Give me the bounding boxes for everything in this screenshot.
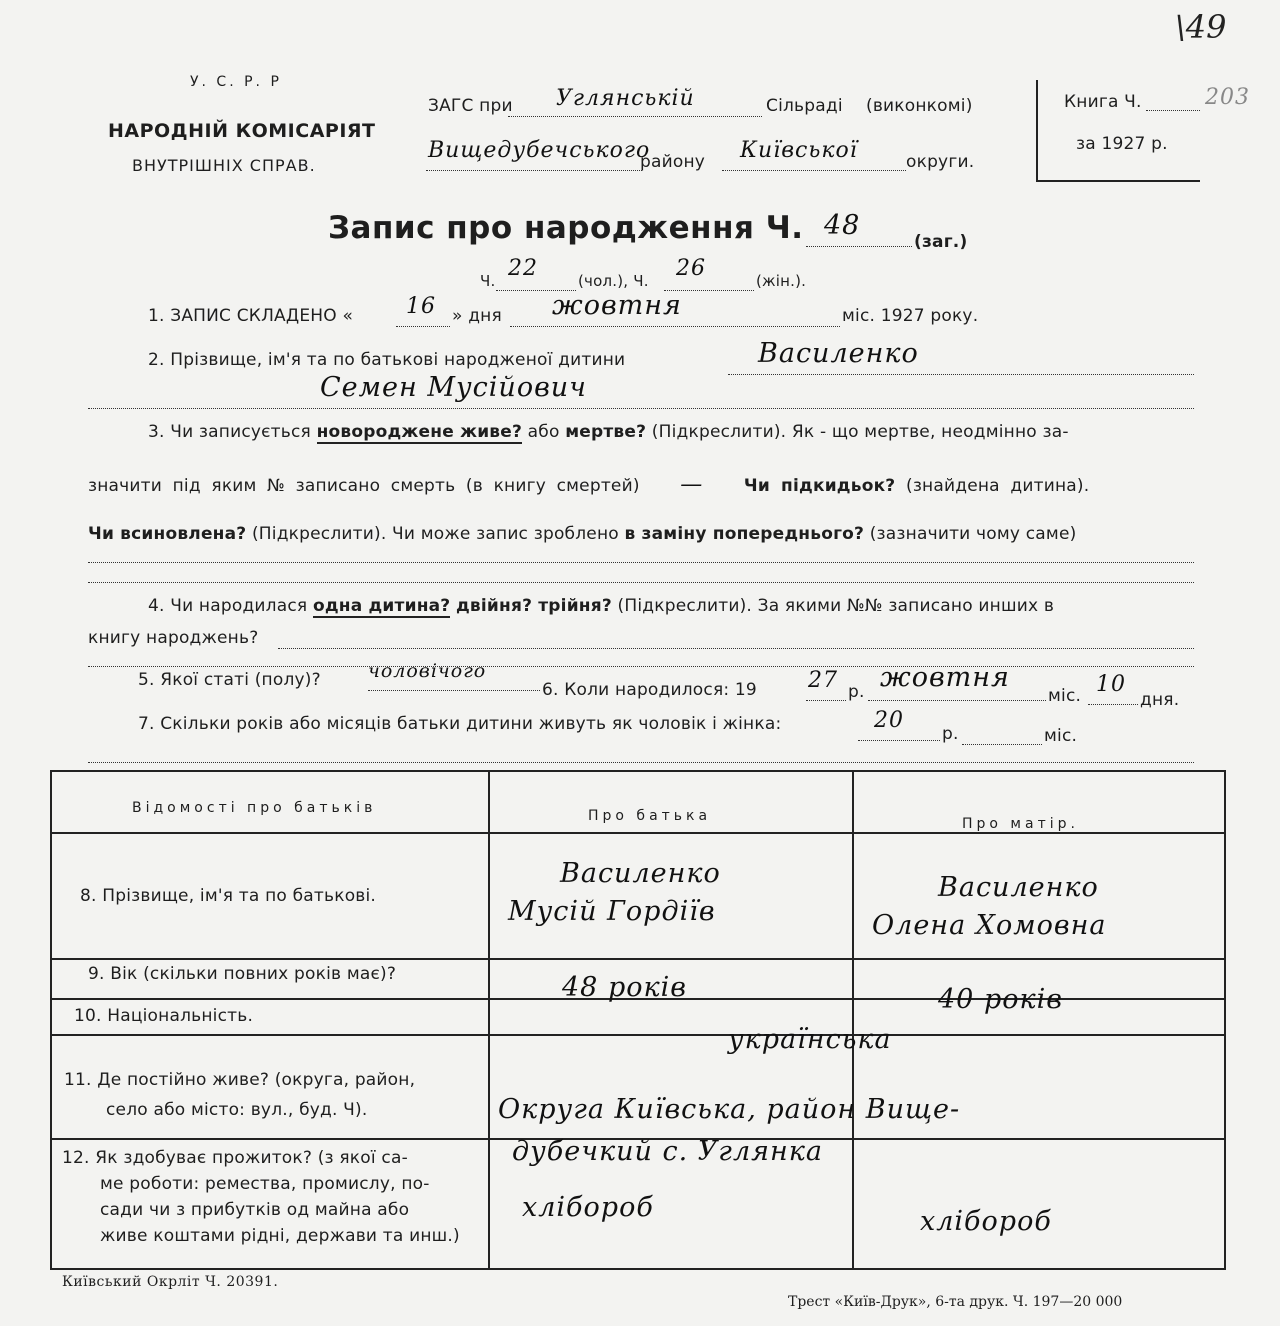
item7-r-label: р. [942, 724, 959, 744]
item1-year-label: міс. 1927 року. [842, 306, 979, 326]
father-occupation-handwritten: хлібороб [522, 1192, 654, 1223]
parents-table [50, 770, 1226, 1270]
mother-age-handwritten: 40 років [938, 984, 1063, 1015]
birth-day-handwritten: 10 [1096, 672, 1126, 697]
item3-reason-note: (зазначити чому саме) [869, 524, 1077, 544]
item1-label: 1. ЗАПИС СКЛАДЕНО « [148, 306, 354, 326]
item3-q-label: 3. Чи записується [148, 422, 311, 442]
row10-label: 10. Національність. [74, 1006, 254, 1026]
nationality-handwritten: українська [728, 1024, 892, 1055]
father-age-handwritten: 48 років [562, 972, 687, 1003]
row12-label-3: сади чи з прибутків од майна або [100, 1200, 410, 1220]
item5-label: 5. Якої статі (полу)? [138, 670, 321, 690]
male-label: (чол.), Ч. [578, 272, 649, 290]
row11-label-2: село або місто: вул., буд. Ч). [106, 1100, 368, 1120]
item4-q-label: 4. Чи народилася [148, 596, 308, 616]
item2-label: 2. Прізвище, ім'я та по батькові народженої дитини [148, 350, 626, 370]
item3-alive-option: новороджене живе? [316, 422, 523, 442]
republic-label: У. С. Р. Р [190, 74, 282, 90]
mother-occupation-handwritten: хлібороб [920, 1206, 1052, 1237]
female-number-handwritten: 26 [676, 256, 706, 281]
row12-label-1: 12. Як здобуває прожиток? (з якої са- [62, 1148, 408, 1168]
item4-single-option: одна дитина? [312, 596, 451, 616]
death-number-handwritten: — [680, 472, 704, 497]
marriage-years-handwritten: 20 [874, 708, 904, 733]
father-surname-handwritten: Василенко [560, 858, 721, 889]
item3-instr: (Підкреслити). Як - що мертве, неодмінно за- [651, 422, 1069, 442]
male-number-handwritten: 22 [508, 256, 538, 281]
item3-line1 [148, 422, 1069, 442]
book-number-box [1036, 80, 1200, 182]
birth-r-label: р. [848, 682, 865, 702]
item3-adopted-option: Чи всиновлена? [88, 524, 247, 544]
item3-replace-question: (Підкреслити). Чи може запис зроблено [251, 524, 619, 544]
item4-line1 [148, 596, 1054, 616]
item3-dead-option: мертве? [565, 422, 647, 442]
birth-year-handwritten: 27 [808, 668, 838, 693]
council-label: Сільраді [766, 96, 843, 116]
row9-label: 9. Вік (скільки повних років має)? [88, 964, 397, 984]
item7-mis-label: міс. [1044, 726, 1078, 746]
footer-printer-left: Київський Окрліт Ч. 20391. [62, 1274, 279, 1290]
sex-handwritten: чоловічого [368, 660, 487, 682]
row8-label: 8. Прізвище, ім'я та по батькові. [80, 886, 377, 906]
ch-label: Ч. [480, 272, 496, 290]
zags-prefix: ЗАГС при [428, 96, 513, 116]
item3-found-note: (знайдена дитина). [905, 476, 1090, 496]
mother-surname-handwritten: Василенко [938, 872, 1099, 903]
residence-line1-handwritten: Округа Київська, район Вище- [498, 1094, 961, 1125]
item4-line2: книгу народжень? [88, 628, 259, 648]
okrug-label: округи. [906, 152, 975, 172]
father-name-handwritten: Мусій Гордіїв [508, 896, 716, 927]
birth-day-label: дня. [1140, 690, 1180, 710]
book-label: Книга Ч. [1064, 92, 1142, 112]
col-header-mother: Про матір. [962, 816, 1079, 832]
item3-or: або [527, 422, 560, 442]
female-label: (жін.). [756, 272, 807, 290]
item3-line3 [88, 524, 1076, 544]
col-header-father: Про батька [588, 808, 712, 824]
birth-mis-label: міс. [1048, 686, 1082, 706]
row12-label-4: живе коштами рідні, держави та инш.) [100, 1226, 460, 1246]
record-day-handwritten: 16 [406, 294, 436, 319]
district-handwritten: Вищедубечського [428, 138, 651, 163]
record-month-handwritten: жовтня [552, 290, 682, 321]
item3-line2 [88, 472, 1089, 497]
footer-printer-right: Трест «Київ-Друк», 6-та друк. Ч. 197—20 000 [788, 1294, 1123, 1310]
item7-label: 7. Скільки років або місяців батьки дитини живуть як чоловік і жінка: [138, 714, 782, 734]
item3-foundling-option: Чи підкидьок? [743, 476, 896, 496]
mother-name-handwritten: Олена Хомовна [872, 910, 1107, 941]
born-label: 6. Коли народилося: 19 [542, 680, 757, 700]
okrug-handwritten: Київської [740, 138, 858, 163]
item4-instr: (Підкреслити). За якими №№ записано инших в [617, 596, 1055, 616]
executive-label: (виконкомі) [866, 96, 973, 116]
child-name-handwritten: Семен Мусійович [320, 372, 587, 403]
item3-death-question: значити під яким № записано смерть (в книгу смертей) [88, 476, 640, 496]
child-surname-handwritten: Василенко [758, 338, 919, 369]
corner-archive-mark: \49 [1175, 8, 1227, 46]
row11-label-1: 11. Де постійно живе? (округа, район, [64, 1070, 416, 1090]
village-handwritten: Углянській [556, 86, 695, 111]
corner-page-number: 203 [1205, 85, 1250, 110]
item4-twins-option: двійня? трійня? [455, 596, 612, 616]
residence-line2-handwritten: дубечкий с. Углянка [512, 1136, 824, 1167]
record-title: Запис про народження Ч. [328, 210, 804, 246]
department-heading: ВНУТРІШНІХ СПРАВ. [132, 156, 316, 175]
col-header-info: Відомості про батьків [132, 800, 377, 816]
record-number-handwritten: 48 [824, 210, 861, 241]
district-label: району [640, 152, 706, 172]
item1-day-label: » дня [452, 306, 502, 326]
birth-month-handwritten: жовтня [880, 662, 1010, 693]
item3-replace-option: в заміну попереднього? [624, 524, 865, 544]
book-year-label: за 1927 р. [1076, 134, 1168, 154]
row12-label-2: ме роботи: ремества, промислу, по- [100, 1174, 430, 1194]
commissariat-heading: НАРОДНІЙ КОМІСАРІЯТ [108, 120, 376, 142]
general-label: (заг.) [914, 232, 968, 252]
